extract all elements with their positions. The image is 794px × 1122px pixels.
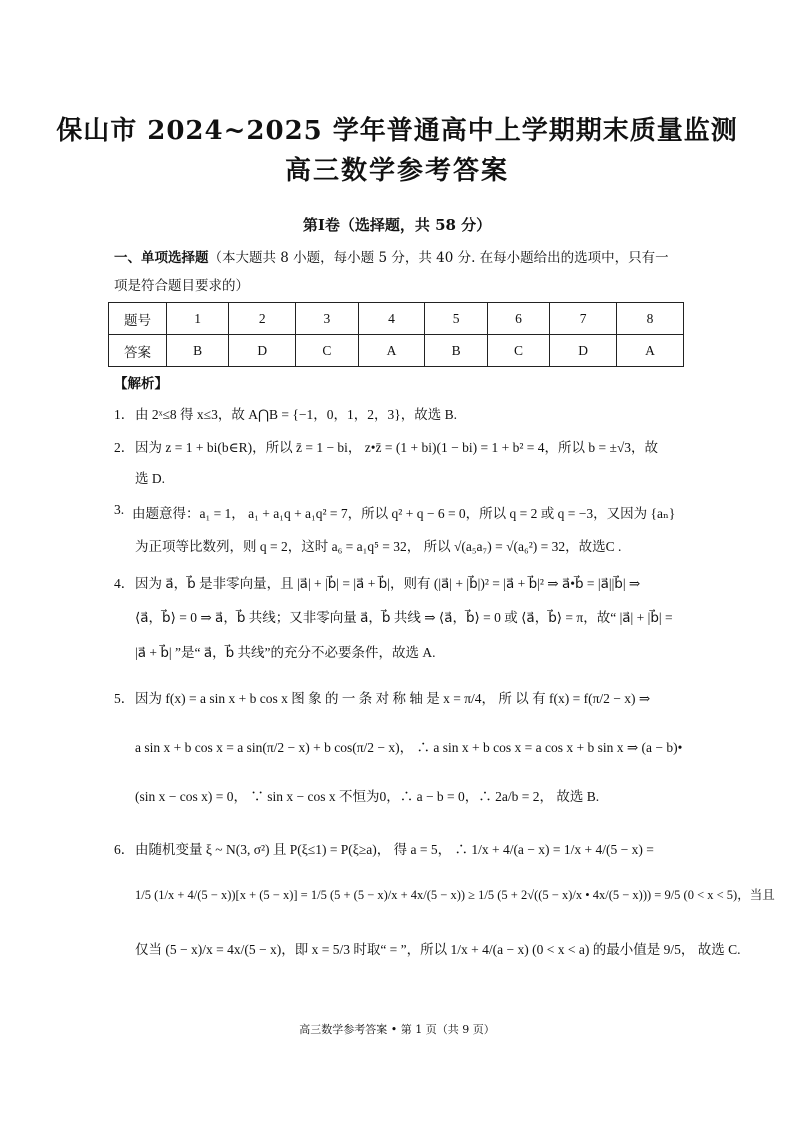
page-footer: 高三数学参考答案 • 第 1 页（共 9 页）	[299, 1023, 495, 1036]
solution-number: 4．	[114, 576, 135, 591]
analysis-heading: 【解析】	[114, 376, 168, 392]
question-type-label: 一、单项选择题	[114, 250, 209, 266]
table-cell: B	[425, 335, 487, 367]
solution-line: 因为 z = 1 + bi(b∈R)，所以 z̄ = 1 − bi， z•z̄ = (1 + bi)(1 − bi) = 1 + b² = 4，所以 b = ±√3，故	[135, 440, 659, 455]
solution-number: 6．	[114, 842, 135, 857]
exam-title: 保山市 2024~2025 学年普通高中上学期期末质量监测	[56, 116, 738, 146]
solution-number: 2．	[114, 440, 135, 455]
table-cell: 8	[617, 303, 684, 335]
table-cell: A	[358, 335, 425, 367]
table-cell: 1	[167, 303, 229, 335]
solution-line: 因为 f(x) = a sin x + b cos x 图 象 的 一 条 对 称 轴 是 x = π/4， 所 以 有 f(x) = f(π/2 − x) ⇒	[135, 691, 651, 706]
solution-line: (sin x − cos x) = 0， ∵ sin x − cos x 不恒为0，∴ a − b = 0，∴ 2a/b = 2， 故选 B.	[135, 789, 600, 804]
solution-number: 1．	[114, 407, 135, 422]
table-cell: C	[296, 335, 358, 367]
table-cell: 5	[425, 303, 487, 335]
exam-subtitle: 高三数学参考答案	[284, 156, 509, 186]
answer-table-row-numbers	[109, 303, 684, 335]
solution-line: ⟨a⃗，b⃗⟩ = 0 ⇒ a⃗，b⃗ 共线；又非零向量 a⃗，b⃗ 共线 ⇒ ⟨a⃗，b⃗⟩ = 0 或 ⟨a⃗，b⃗⟩ = π，故“ |a⃗| + |b⃗| =	[135, 610, 673, 625]
section-instructions: 一、单项选择题（本大题共 8 小题，每小题 5 分，共 40 分. 在每小题给出的选项中，只有一 项是符合题目要求的）	[114, 250, 669, 294]
solution-line: 选 D.	[135, 471, 165, 486]
solution-line: a sin x + b cos x = a sin(π/2 − x) + b cos(π/2 − x)， ∴ a sin x + b cos x = a cos x + b sin x ⇒ (a − b)•	[135, 740, 683, 755]
solution-number: 5．	[114, 691, 135, 706]
table-cell: C	[487, 335, 549, 367]
solution-line: 由 2ˣ≤8 得 x≤3，故 A⋂B = {−1，0，1，2，3}，故选 B.	[135, 407, 457, 422]
solution-line: 由题意得：a₁ = 1， a₁ + a₁q + a₁q² = 7，所以 q² + q − 6 = 0，所以 q = 2 或 q = −3，又因为 {aₙ}	[132, 506, 676, 521]
table-cell: 2	[229, 303, 296, 335]
solution-line: |a⃗ + b⃗| ”是“ a⃗，b⃗ 共线”的充分不必要条件，故选 A.	[135, 645, 436, 660]
solution-line: 1/5 (1/x + 4/(5 − x))[x + (5 − x)] = 1/5 (5 + (5 − x)/x + 4x/(5 − x)) ≥ 1/5 (5 + 2√((5 − x)/x • 4x/(5 − x))) = 9/5 (0 < x < 5)，当且	[135, 888, 775, 902]
table-cell: 6	[487, 303, 549, 335]
solution-line: 因为 a⃗，b⃗ 是非零向量，且 |a⃗| + |b⃗| = |a⃗ + b⃗|，则有 (|a⃗| + |b⃗|)² = |a⃗ + b⃗|² ⇒ a⃗•b⃗ = |a⃗||b⃗| ⇒	[135, 576, 641, 591]
answer-table-row-answers	[109, 335, 684, 367]
table-cell: B	[167, 335, 229, 367]
answer-table	[108, 302, 684, 367]
solution-line: 为正项等比数列，则 q = 2，这时 a₆ = a₁q⁵ = 32， 所以 √(a₅a₇) = √(a₆²) = 32，故选C .	[135, 539, 622, 554]
table-cell: 7	[550, 303, 617, 335]
table-cell: A	[617, 335, 684, 367]
solution-line: 由随机变量 ξ ~ N(3, σ²) 且 P(ξ≤1) = P(ξ≥a)， 得 a = 5， ∴ 1/x + 4/(a − x) = 1/x + 4/(5 − x) =	[135, 842, 654, 857]
table-header-cell: 题号	[109, 303, 167, 335]
solution-line: 仅当 (5 − x)/x = 4x/(5 − x)，即 x = 5/3 时取“ = ”，所以 1/x + 4/(a − x) (0 < x < a) 的最小值是 9/5， 故选 C.	[135, 942, 741, 957]
table-cell: D	[229, 335, 296, 367]
table-cell: D	[550, 335, 617, 367]
table-header-cell: 答案	[109, 335, 167, 367]
table-cell: 4	[358, 303, 425, 335]
table-cell: 3	[296, 303, 358, 335]
section-title: 第Ⅰ卷（选择题，共 58 分）	[302, 216, 492, 234]
solution-number: 3.	[114, 502, 125, 517]
